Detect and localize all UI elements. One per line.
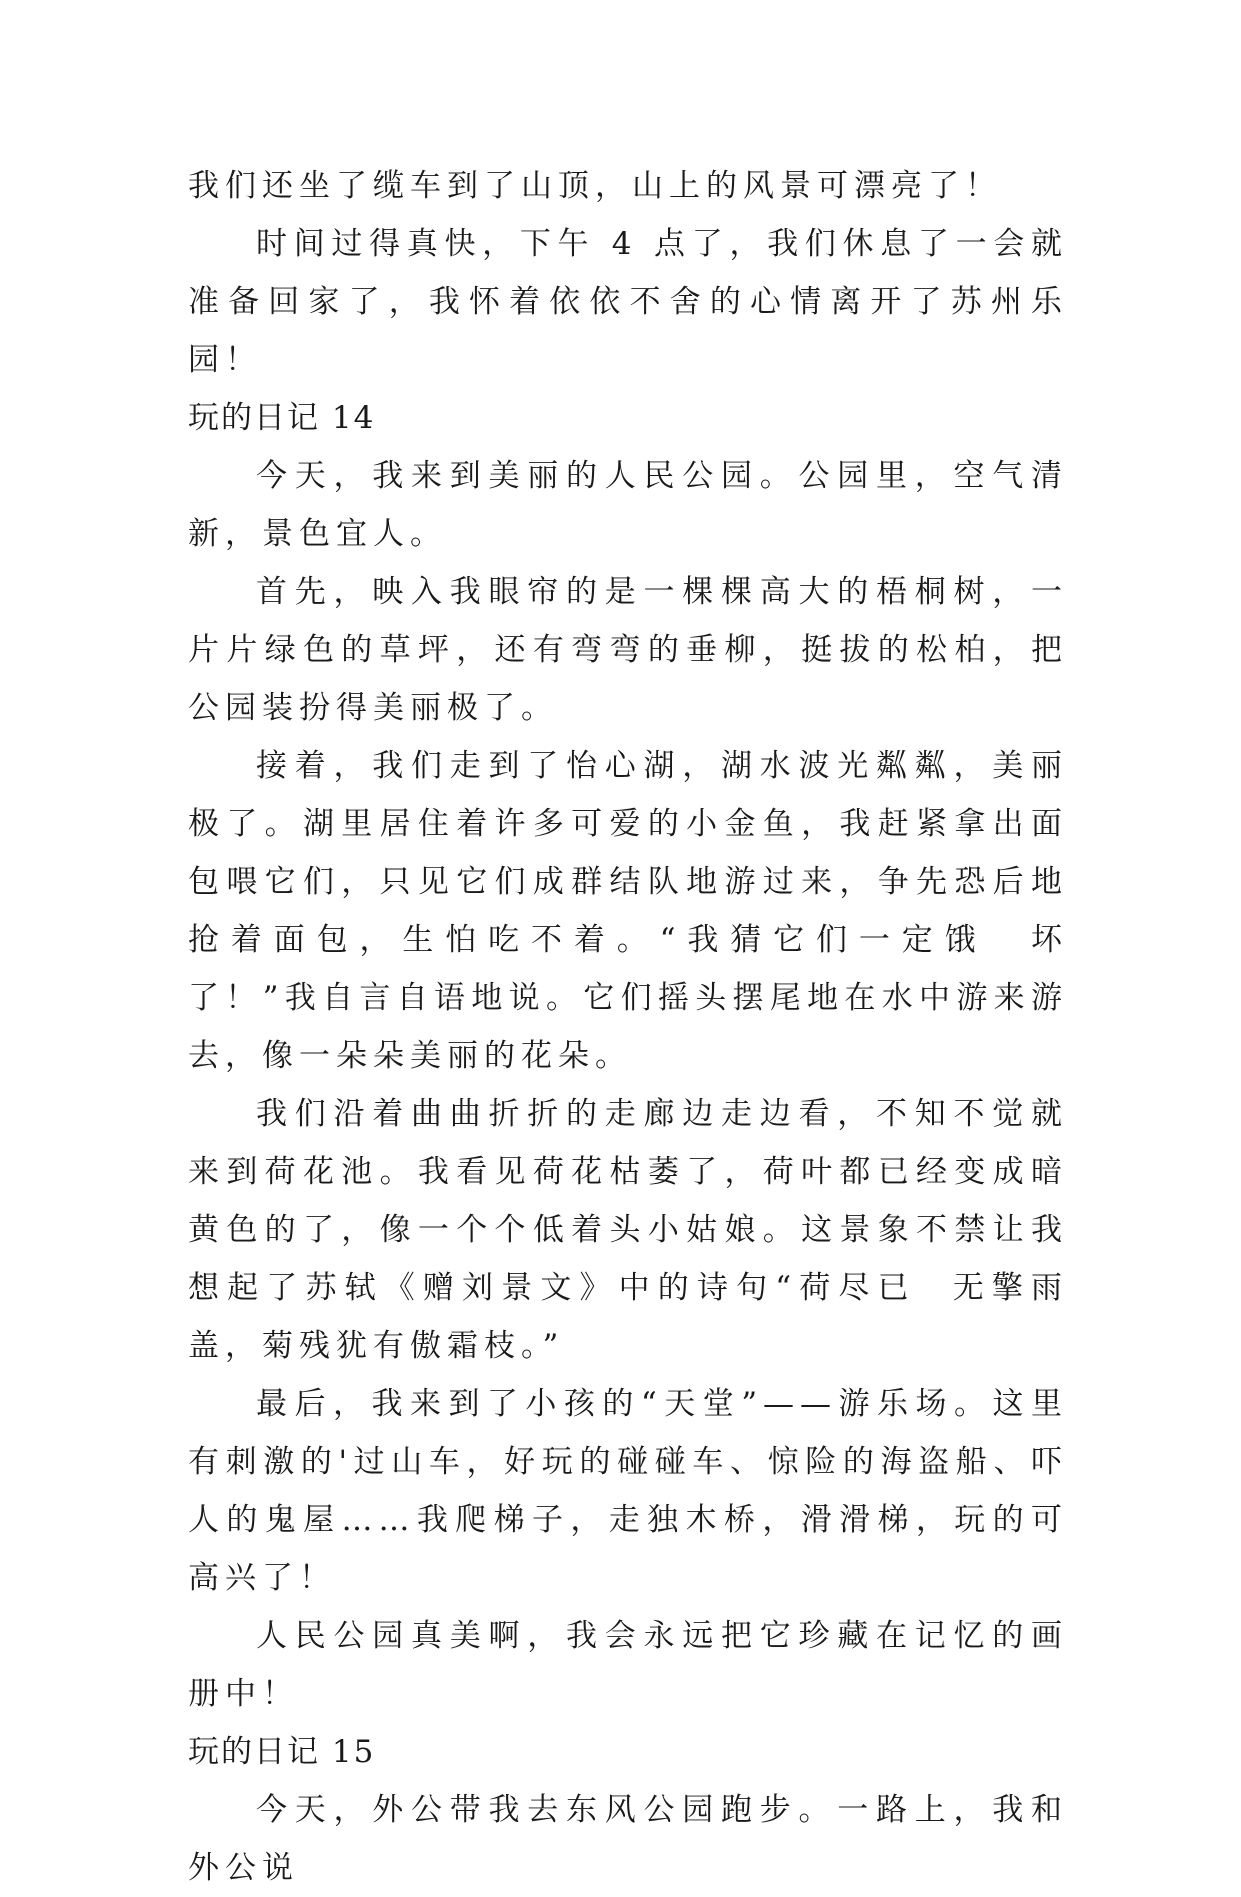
paragraph: 我们沿着曲曲折折的走廊边走边看，不知不觉就来到荷花池。我看见荷花枯萎了，荷叶都已经变成暗黄色的了，像一个个低着头小姑娘。这景象不禁让我想起了苏轼《赠刘景文》中的诗句“荷尽已 无擎雨盖，菊残犹有傲霜枝。” <box>188 1096 1068 1364</box>
paragraph: 接着，我们走到了怡心湖，湖水波光粼粼，美丽极了。湖里居住着许多可爱的小金鱼，我赶紧拿出面包喂它们，只见它们成群结队地游过来，争先恐后地抢着面包，生怕吃不着。“我猜它们一定饿 坏了！”我自言自语地说。它们摇头摆尾地在水中游来游去，像一朵朵美丽的花朵。 <box>188 748 1068 1074</box>
paragraph: 最后，我来到了小孩的“天堂”——游乐场。这里有刺激的'过山车，好玩的碰碰车、惊险的海盗船、吓人的鬼屋……我爬梯子，走独木桥，滑滑梯，玩的可高兴了！ <box>188 1386 1068 1596</box>
paragraph: 首先，映入我眼帘的是一棵棵高大的梧桐树，一片片绿色的草坪，还有弯弯的垂柳，挺拔的松柏，把公园装扮得美丽极了。 <box>188 574 1068 726</box>
paragraph: 今天，我来到美丽的人民公园。公园里，空气清新，景色宜人。 <box>188 458 1068 552</box>
paragraph: 今天，外公带我去东风公园跑步。一路上，我和外公说 <box>188 1792 1068 1886</box>
section-heading: 玩的日记 15 <box>188 1734 376 1770</box>
document-body <box>188 157 1068 1897</box>
paragraph: 人民公园真美啊，我会永远把它珍藏在记忆的画册中！ <box>188 1618 1068 1712</box>
paragraph-continuation: 我们还坐了缆车到了山顶，山上的风景可漂亮了！ <box>188 168 1002 204</box>
section-heading: 玩的日记 14 <box>188 400 376 436</box>
paragraph: 时间过得真快，下午 4 点了，我们休息了一会就准备回家了，我怀着依依不舍的心情离开了苏州乐园！ <box>188 226 1068 378</box>
